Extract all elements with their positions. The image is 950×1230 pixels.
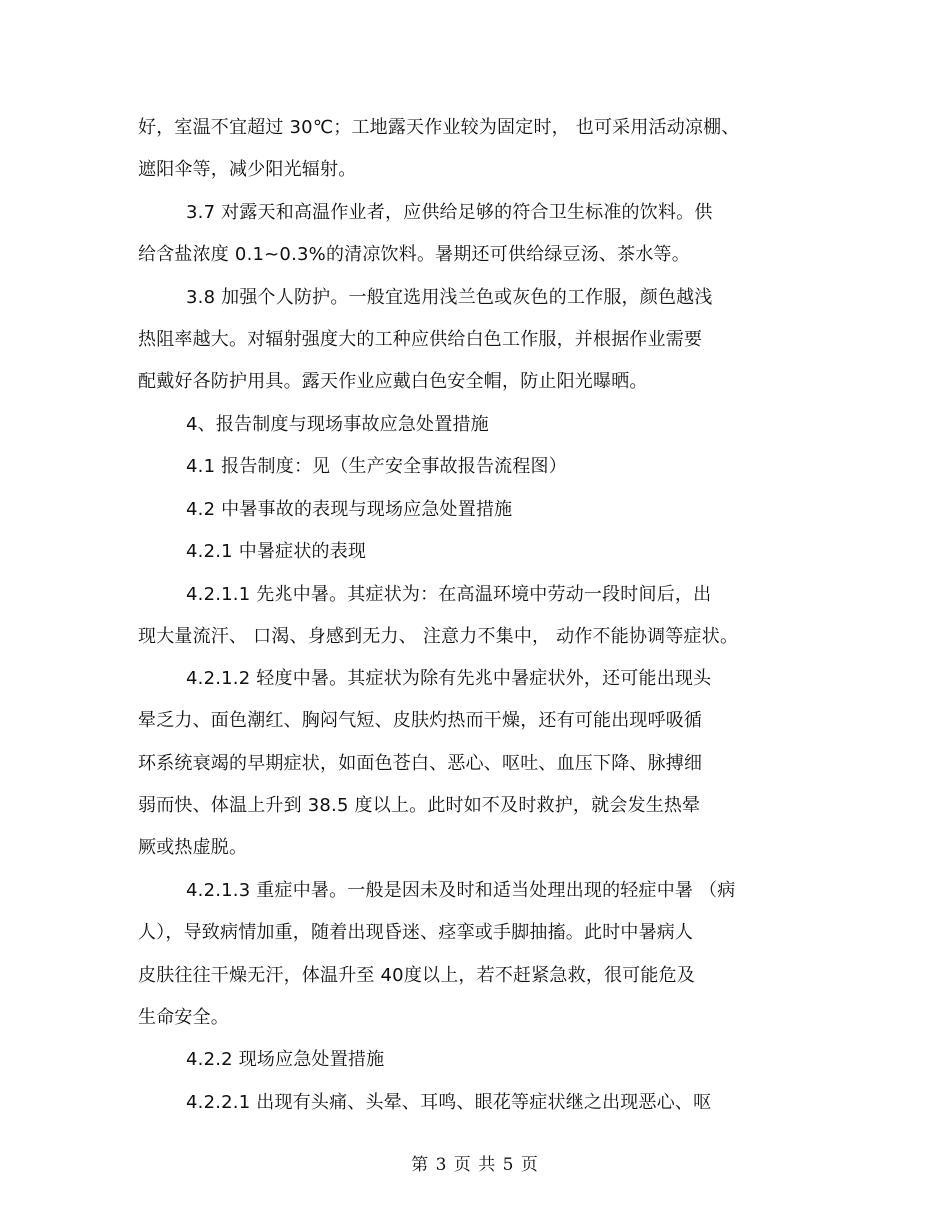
text-line: 晕乏力、面色潮红、胸闷气短、皮肤灼热而干燥，还有可能出现呼吸循 [138, 710, 703, 731]
text-line: 4.2.1.2 轻度中暑。其症状为除有先兆中暑症状外，还可能出现头 [186, 668, 712, 689]
text-line: 生命安全。 [138, 1007, 229, 1028]
text-line: 4.2.1.3 重症中暑。一般是因未及时和适当处理出现的轻症中暑 （病 [186, 880, 736, 901]
text-line: 4.2.1.1 先兆中暑。其症状为：在高温环境中劳动一段时间后，出 [186, 584, 712, 605]
page-number-footer: 第 3 页 共 5 页 [411, 1155, 539, 1175]
section-heading: 4.2.1 中暑症状的表现 [186, 541, 367, 562]
section-heading: 4.2.2 现场应急处置措施 [186, 1049, 385, 1070]
text-line: 现大量流汗、 口渴、身感到无力、 注意力不集中， 动作不能协调等症状。 [138, 626, 739, 647]
section-heading: 4、报告制度与现场事故应急处置措施 [186, 414, 489, 435]
text-line: 给含盐浓度 0.1~0.3%的清凉饮料。暑期还可供给绿豆汤、茶水等。 [138, 244, 690, 265]
section-heading: 4.1 报告制度：见（生产安全事故报告流程图） [186, 456, 567, 477]
text-line: 遮阳伞等，减少阳光辐射。 [138, 159, 357, 180]
text-line: 皮肤往往干燥无汗，体温升至 40度以上，若不赶紧急救，很可能危及 [138, 965, 696, 986]
text-line: 人），导致病情加重，随着出现昏迷、痉挛或手脚抽搐。此时中暑病人 [138, 922, 694, 943]
text-line: 热阻率越大。对辐射强度大的工种应供给白色工作服，并根据作业需要 [138, 329, 703, 350]
text-line: 4.2.2.1 出现有头痛、头晕、耳鸣、眼花等症状继之出现恶心、呕 [186, 1092, 712, 1113]
text-line: 弱而快、体温上升到 38.5 度以上。此时如不及时救护，就会发生热晕 [138, 795, 701, 816]
text-line: 厥或热虚脱。 [138, 837, 248, 858]
text-line: 3.7 对露天和高温作业者，应供给足够的符合卫生标准的饮料。供 [186, 202, 713, 223]
text-line: 3.8 加强个人防护。一般宜选用浅兰色或灰色的工作服，颜色越浅 [186, 287, 713, 308]
text-line: 环系统衰竭的早期症状，如面色苍白、恶心、呕吐、血压下降、脉搏细 [138, 753, 703, 774]
section-heading: 4.2 中暑事故的表现与现场应急处置措施 [186, 499, 513, 520]
text-line: 配戴好各防护用具。露天作业应戴白色安全帽，防止阳光曝晒。 [138, 371, 648, 392]
text-line: 好，室温不宜超过 30℃；工地露天作业较为固定时， 也可采用活动凉棚、 [138, 117, 740, 138]
